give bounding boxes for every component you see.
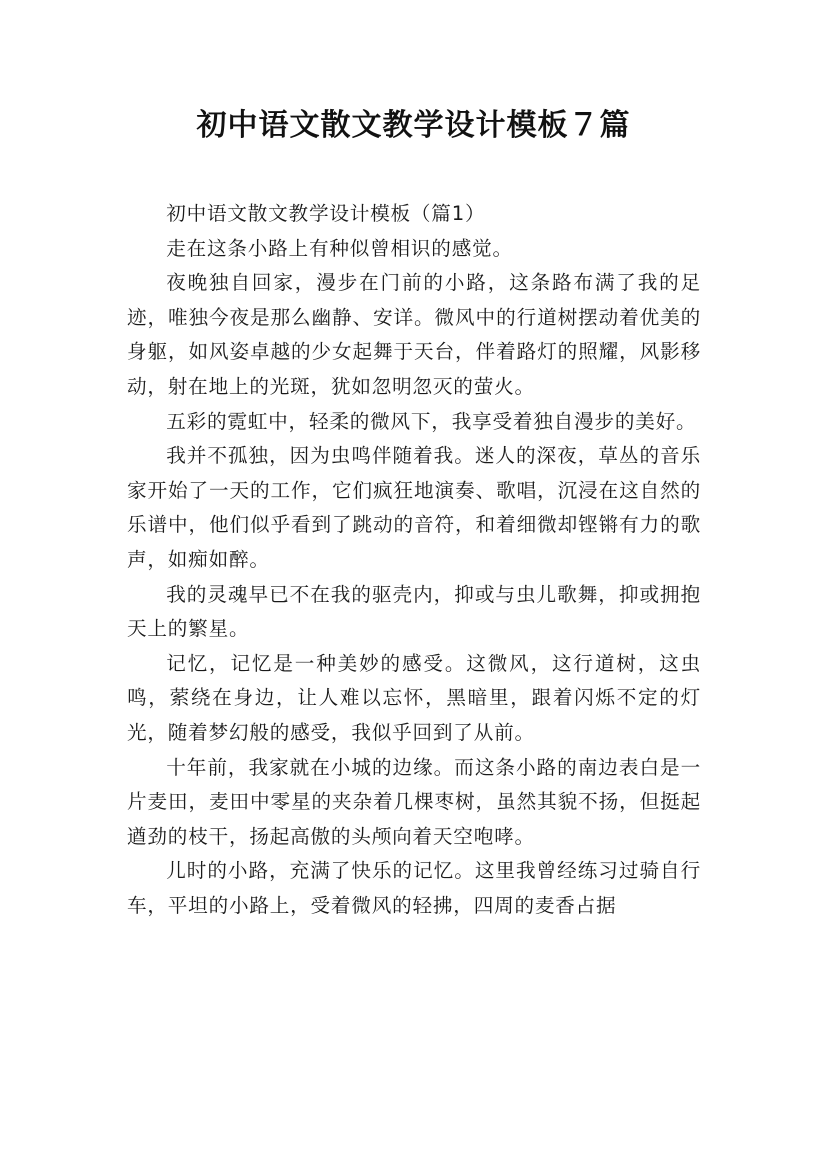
paragraph: 记忆，记忆是一种美妙的感受。这微风，这行道树，这虫鸣，萦绕在身边，让人难以忘怀，黑暗里，跟着闪烁不定的灯光，随着梦幻般的感受，我似乎回到了从前。	[127, 651, 701, 744]
paragraph: 夜晚独自回家，漫步在门前的小路，这条路布满了我的足迹，唯独今夜是那么幽静、安详。微风中的行道树摆动着优美的身躯，如风姿卓越的少女起舞于天台，伴着路灯的照耀，风影移动，射在地上的光斑，犹如忽明忽灭的萤火。	[127, 271, 701, 398]
paragraph: 走在这条小路上有种似曾相识的感觉。	[166, 236, 513, 260]
document-title: 初中语文散文教学设计模板７篇	[196, 108, 631, 143]
paragraph: 儿时的小路，充满了快乐的记忆。这里我曾经练习过骑自行车，平坦的小路上，受着微风的轻拂，四周的麦香占据	[127, 859, 701, 917]
paragraph: 五彩的霓虹中，轻柔的微风下，我享受着独自漫步的美好。	[166, 409, 697, 433]
document-body	[127, 197, 701, 923]
paragraph: 我的灵魂早已不在我的驱壳内，抑或与虫儿歌舞，抑或拥抱天上的繁星。	[127, 582, 701, 641]
paragraph: 十年前，我家就在小城的边缘。而这条小路的南边表白是一片麦田，麦田中零星的夹杂着几棵枣树，虽然其貌不扬，但挺起遒劲的枝干，扬起高傲的头颅向着天空咆哮。	[127, 755, 701, 848]
paragraph-heading: 初中语文散文教学设计模板（篇1）	[166, 202, 486, 225]
paragraph: 我并不孤独，因为虫鸣伴随着我。迷人的深夜，草丛的音乐家开始了一天的工作，它们疯狂地演奏、歌唱，沉浸在这自然的乐谱中，他们似乎看到了跳动的音符，和着细微却铿锵有力的歌声，如痴如醉。	[127, 444, 701, 571]
